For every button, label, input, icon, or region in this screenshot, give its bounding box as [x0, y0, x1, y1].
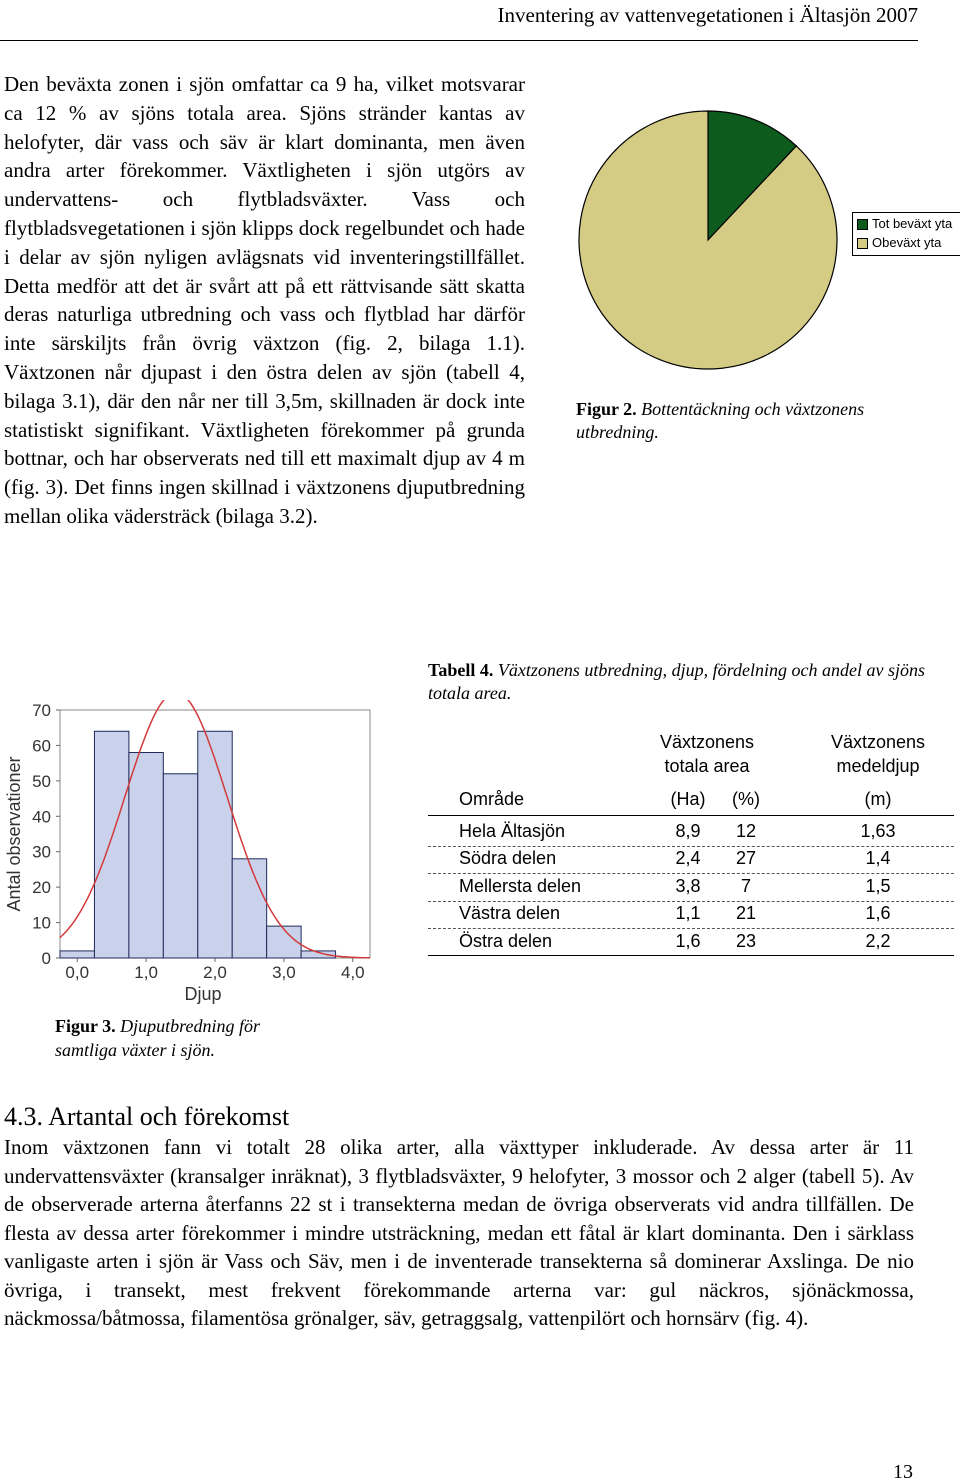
table-row-divider [428, 846, 954, 847]
figure-3-caption [55, 1014, 315, 1062]
x-tick-label: 2,0 [203, 963, 227, 982]
table-4-label: Tabell 4. [428, 660, 494, 680]
y-tick-label: 10 [32, 913, 51, 933]
cell-m: 2,2 [865, 931, 891, 951]
legend-swatch-bevaxt [857, 219, 868, 230]
cell-pct: 12 [735, 821, 757, 841]
cell-ha: 1,1 [675, 903, 701, 923]
cell-ha: 2,4 [675, 848, 701, 868]
cell-m: 1,63 [860, 821, 896, 841]
cell-ha: 1,6 [675, 931, 701, 951]
histogram-svg [0, 700, 372, 1010]
y-tick-label: 50 [32, 771, 51, 791]
cell-pct: 27 [735, 848, 757, 868]
y-tick-label: 20 [32, 878, 51, 898]
pie-slice-obevaxt [579, 111, 837, 369]
x-tick-label: 0,0 [65, 963, 90, 982]
table-row-divider [428, 873, 954, 874]
header-total-area-line1: Växtzonens [659, 732, 755, 752]
legend-label-bevaxt: Tot beväxt yta [872, 216, 953, 231]
y-tick-label: 30 [32, 842, 51, 862]
cell-omrade: Hela Ältasjön [459, 821, 566, 841]
x-tick-label: 3,0 [272, 963, 296, 982]
figure-3-caption-text: Djuputbredning för samtliga växter i sjön. [55, 1016, 261, 1060]
cell-omrade: Södra delen [459, 848, 557, 868]
legend-label-obevaxt: Obeväxt yta [872, 235, 942, 250]
cell-pct: 23 [735, 931, 757, 951]
section-title: 4.3. Artantal och förekomst [4, 1102, 290, 1131]
histogram-bar [94, 731, 128, 958]
column-header-m: (m) [864, 789, 892, 809]
cell-omrade: Östra delen [459, 931, 553, 951]
column-header-pct: (%) [732, 789, 760, 809]
pie-legend [852, 212, 960, 256]
table-row-divider [428, 928, 954, 929]
histogram-bar [163, 774, 197, 958]
page-header [0, 0, 918, 41]
histogram-bar [198, 731, 232, 958]
table-4-caption [428, 659, 960, 705]
table-rule-bottom [428, 955, 954, 956]
header-total-area-line2: totala area [664, 756, 750, 776]
cell-pct: 21 [735, 903, 757, 923]
cell-omrade: Mellersta delen [459, 876, 582, 896]
section-paragraph: Inom växtzonen fann vi totalt 28 olika arter, alla växttyper inkluderade. Av dessa arter är 11 undervattensväxter (kransalger inräknat), 3 flytbladsväxter, 9 helofyter, 3 mossor och 2 alger (tabell 5). Av de observerade arterna återfanns 22 st i transekterna medan de övriga observerats vid andra tillfällen. De flesta av dessa arter förekommer i mindre utsträckning, medan ett fåtal är klart dominanta. Den i särklass vanligaste arten i sjön är Vass och Säv, men i de inventerade transekterna så dominerar Axslinga. De nio övriga, i transekt, mest frekvent förekommande arterna var: gul näckros, sjönäckmossa, näckmossa/båtmossa, filamentösa grönalger, säv, getraggsalg, vattenpilört och hornsärv (fig. 4). [4, 1135, 914, 1330]
header-title: Inventering av vattenvegetationen i Ältasjön 2007 [497, 3, 918, 27]
header-mean-depth-line2: medeldjup [836, 756, 920, 776]
x-tick-label: 1,0 [134, 963, 158, 982]
histogram-bar [232, 859, 266, 958]
x-axis-label: Djup [184, 984, 222, 1004]
figure-3-label: Figur 3. [55, 1016, 116, 1036]
column-header-ha: (Ha) [670, 789, 706, 809]
table-4-caption-text: Växtzonens utbredning, djup, fördelning och andel av sjöns totala area. [428, 660, 925, 703]
cell-m: 1,4 [865, 848, 891, 868]
y-tick-label: 70 [32, 701, 51, 720]
cell-omrade: Västra delen [459, 903, 561, 923]
column-header-omrade: Område [459, 789, 525, 809]
cell-m: 1,6 [865, 903, 891, 923]
y-axis-label: Antal observationer [4, 756, 24, 912]
figure-2-label: Figur 2. [576, 399, 637, 419]
y-tick-label: 0 [41, 949, 51, 968]
cell-m: 1,5 [865, 876, 891, 896]
cell-ha: 3,8 [675, 876, 701, 896]
histogram-bar [129, 753, 163, 958]
intro-paragraph: Den beväxta zonen i sjön omfattar ca 9 ha, vilket motsvarar ca 12 % av sjöns totala area. Sjöns stränder kantas av helofyter, där vass och säv är klart dominanta, men även andra arter förekommer. Växtligheten i sjön utgörs av undervattens- och flytbladsväxter. Vass och flytbladsvegetationen i sjön klipps dock regelbundet och hade i delar av sjön nyligen avlägsnats vid inventeringstillfället. Detta medför att det är svårt att på ett rättvisande sätt skatta deras naturliga utbredning och vass och flytblad har därför inte särskiljts från övrig växtzon (fig. 2, bilaga 1.1). Växtzonen når djupast i den östra delen av sjön (tabell 4, bilaga 3.1), där den når ner till 3,5m, skillnaden är dock inte statistiskt signifikant. Växtligheten förekommer på grunda bottnar, och har observerats ned till ett maximalt djup av 4 m (fig. 3). Det finns ingen skillnad i växtzonens djuputbredning mellan olika vädersträck (bilaga 3.2). [4, 72, 525, 528]
figure-2-caption [576, 398, 936, 444]
x-tick-label: 4,0 [340, 963, 365, 982]
page-number: 13 [893, 1461, 913, 1483]
table-row-divider [428, 901, 954, 902]
figure-2-caption-text: Bottentäckning och växtzonens utbredning. [576, 399, 865, 442]
histogram-bar [267, 926, 301, 958]
y-tick-label: 60 [32, 736, 51, 756]
cell-pct: 7 [740, 876, 751, 896]
cell-ha: 8,9 [675, 821, 701, 841]
figure-3-histogram [0, 700, 372, 1010]
y-tick-label: 40 [32, 807, 51, 827]
header-mean-depth-line1: Växtzonens [830, 732, 926, 752]
legend-swatch-obevaxt [857, 238, 868, 249]
table-rule-header [428, 815, 954, 816]
histogram-bar [60, 951, 94, 958]
